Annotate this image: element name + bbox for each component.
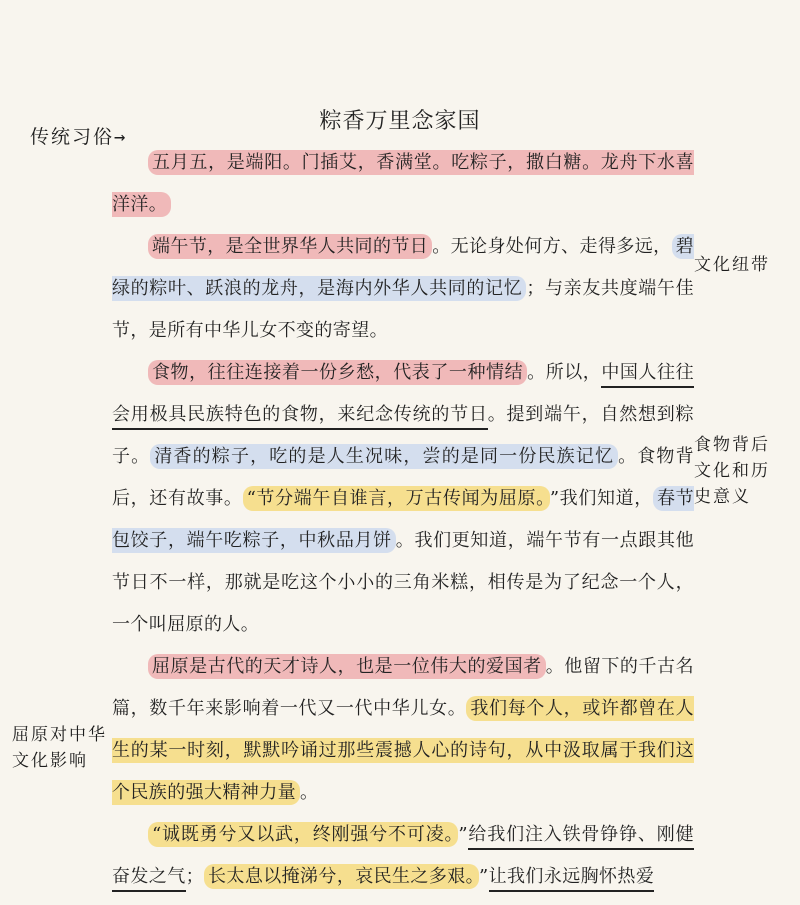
highlight-yellow: 我们每个人，或许都曾在人生的某一时刻，默默吟诵过那些震撼人心的诗句，从中汲取属于我们这个民族的强大精神力量 bbox=[112, 698, 694, 803]
highlight-yellow: 长太息以掩涕兮，哀民生之多艰。 bbox=[204, 864, 479, 889]
highlight-red: 屈原是古代的天才诗人，也是一位伟大的爱国者 bbox=[148, 654, 546, 679]
text: 。 bbox=[300, 782, 319, 803]
underline-text: 中国人往往会用极具民族特色的食物，来纪念传统的节日 bbox=[112, 362, 694, 430]
paragraph-2 bbox=[112, 226, 694, 352]
annotation-food-culture-history: 食物背后文化和历史意义 bbox=[694, 435, 770, 507]
highlight-yellow: “诚既勇兮又以武，终刚强兮不可凌。 bbox=[148, 822, 458, 847]
text: ”我们知道， bbox=[549, 488, 653, 509]
text: ” bbox=[458, 824, 468, 845]
annotation-quyuan-influence: 屈原对中华文化影响 bbox=[12, 725, 107, 771]
paragraph-4 bbox=[112, 646, 694, 814]
highlight-red: 端午节，是全世界华人共同的节日 bbox=[148, 234, 432, 259]
text: ； bbox=[185, 866, 205, 887]
highlight-blue: 清香的粽子，吃的是人生况味，尝的是同一份民族记忆 bbox=[150, 444, 618, 469]
text: 。提到端午，自然想到粽子。 bbox=[112, 404, 694, 467]
text: 。他留下的千古名篇，数千年来影响着一代又一代中华儿女。 bbox=[112, 656, 695, 719]
text: ” bbox=[479, 866, 489, 887]
text: 。所以， bbox=[527, 362, 602, 383]
paragraph-1 bbox=[112, 142, 694, 226]
underline-text: 让我们永远胸怀热爱 bbox=[489, 866, 655, 892]
annotation-cultural-bond: 文化纽带 bbox=[694, 255, 770, 275]
paragraph-3 bbox=[112, 352, 694, 646]
highlight-red: 五月五，是端阳。门插艾，香满堂。吃粽子，撒白糖。龙舟下水喜洋洋。 bbox=[112, 152, 694, 215]
highlight-red: 食物，往往连接着一份乡愁，代表了一种情结 bbox=[148, 360, 527, 385]
underline-text: 给我们注入铁骨铮铮、刚健奋发之气 bbox=[112, 824, 694, 892]
highlight-blue: 碧绿的粽叶、跃浪的龙舟，是海内外华人共同的记忆 bbox=[112, 236, 695, 299]
highlight-yellow: “节分端午自谁言，万古传闻为屈原。 bbox=[243, 486, 550, 511]
text: 。我们更知道，端午节有一点跟其他节日不一样，那就是吃这个小小的三角米糕，相传是为了纪念一个人，一个叫屈原的人。 bbox=[112, 530, 694, 635]
text: 。食物背后，还有故事。 bbox=[112, 446, 694, 509]
highlight-blue: 春节包饺子，端午吃粽子，中秋品月饼 bbox=[112, 488, 694, 551]
text: 。无论身处何方、走得多远， bbox=[432, 236, 672, 257]
article-body bbox=[112, 142, 694, 898]
text: ；与亲友共度端午佳节，是所有中华儿女不变的寄望。 bbox=[112, 278, 694, 341]
annotation-traditional-customs: 传统习俗→ bbox=[30, 126, 128, 148]
page-title: 粽香万里念家国 bbox=[319, 109, 481, 134]
paragraph-5 bbox=[112, 814, 694, 898]
